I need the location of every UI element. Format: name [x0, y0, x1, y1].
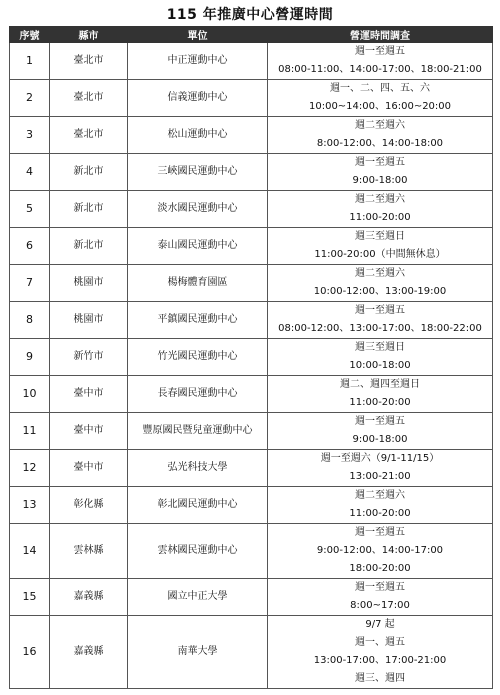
- table-row: [10, 413, 493, 450]
- row-unit: 雲林國民運動中心: [128, 524, 268, 579]
- row-city: 臺中市: [50, 376, 128, 413]
- table-row: [10, 80, 493, 117]
- row-number: 10: [10, 376, 50, 413]
- row-hours: [268, 413, 493, 450]
- hours-line: 週一至週五: [355, 527, 405, 538]
- table-row: [10, 43, 493, 80]
- header-hours: 營運時間調查: [268, 27, 493, 43]
- row-number: 11: [10, 413, 50, 450]
- row-city: 臺北市: [50, 117, 128, 154]
- row-hours: [268, 487, 493, 524]
- table-row: [10, 191, 493, 228]
- table-row: [10, 376, 493, 413]
- row-unit: 泰山國民運動中心: [128, 228, 268, 265]
- table-row: [10, 228, 493, 265]
- hours-line: 13:00-17:00、17:00-21:00: [313, 655, 447, 666]
- table-row: [10, 450, 493, 487]
- row-unit: 楊梅體育園區: [128, 265, 268, 302]
- row-unit: 竹光國民運動中心: [128, 339, 268, 376]
- table-row: [10, 487, 493, 524]
- row-city: 新北市: [50, 228, 128, 265]
- row-number: 3: [10, 117, 50, 154]
- hours-line: 週二至週六: [355, 268, 405, 279]
- hours-line: 08:00-11:00、14:00-17:00、18:00-21:00: [278, 64, 482, 75]
- row-city: 雲林縣: [50, 524, 128, 579]
- hours-line: 8:00-12:00、14:00-18:00: [316, 138, 444, 149]
- row-unit: 豐原國民暨兒童運動中心: [128, 413, 268, 450]
- row-city: 桃園市: [50, 302, 128, 339]
- hours-line: 週一至週五: [355, 305, 405, 316]
- row-hours: [268, 450, 493, 487]
- hours-line: 9/7 起: [365, 619, 395, 630]
- hours-line: 10:00-18:00: [349, 360, 411, 371]
- hours-line: 週一至週六（9/1-11/15）: [320, 453, 440, 464]
- row-hours: [268, 339, 493, 376]
- row-hours: [268, 191, 493, 228]
- row-number: 4: [10, 154, 50, 191]
- row-number: 16: [10, 616, 50, 689]
- row-number: 2: [10, 80, 50, 117]
- row-unit: 長春國民運動中心: [128, 376, 268, 413]
- hours-line: 週二至週六: [355, 120, 405, 131]
- row-number: 1: [10, 43, 50, 80]
- hours-line: 週二、週四至週日: [340, 379, 420, 390]
- row-hours: [268, 376, 493, 413]
- table-body: [10, 43, 493, 689]
- row-unit: 南華大學: [128, 616, 268, 689]
- table-row: [10, 616, 493, 689]
- header-no: 序號: [10, 27, 50, 43]
- table-row: [10, 339, 493, 376]
- row-hours: [268, 154, 493, 191]
- hours-line: 13:00-21:00: [349, 471, 411, 482]
- row-hours: [268, 228, 493, 265]
- row-number: 13: [10, 487, 50, 524]
- table-row: [10, 154, 493, 191]
- hours-line: 週三至週日: [355, 342, 405, 353]
- row-city: 彰化縣: [50, 487, 128, 524]
- header-unit: 單位: [128, 27, 268, 43]
- hours-line: 8:00~17:00: [350, 600, 410, 611]
- row-hours: [268, 302, 493, 339]
- row-unit: 松山運動中心: [128, 117, 268, 154]
- row-city: 臺中市: [50, 413, 128, 450]
- page-title: 115 年推廣中心營運時間: [166, 7, 334, 23]
- hours-line: 11:00-20:00: [349, 397, 411, 408]
- row-city: 臺北市: [50, 80, 128, 117]
- row-number: 15: [10, 579, 50, 616]
- row-unit: 國立中正大學: [128, 579, 268, 616]
- row-number: 14: [10, 524, 50, 579]
- row-number: 9: [10, 339, 50, 376]
- table-row: [10, 524, 493, 579]
- row-unit: 彰北國民運動中心: [128, 487, 268, 524]
- hours-line: 週二至週六: [355, 194, 405, 205]
- hours-line: 9:00-12:00、14:00-17:00: [316, 545, 444, 556]
- hours-line: 9:00-18:00: [352, 175, 408, 186]
- hours-line: 週三至週日: [355, 231, 405, 242]
- table-row: [10, 117, 493, 154]
- row-city: 嘉義縣: [50, 579, 128, 616]
- row-hours: [268, 80, 493, 117]
- row-number: 8: [10, 302, 50, 339]
- row-hours: [268, 43, 493, 80]
- table-header-row: [10, 27, 493, 43]
- row-unit: 三峽國民運動中心: [128, 154, 268, 191]
- row-city: 桃園市: [50, 265, 128, 302]
- hours-line: 週一至週五: [355, 157, 405, 168]
- hours-line: 18:00-20:00: [349, 563, 411, 574]
- row-unit: 平鎮國民運動中心: [128, 302, 268, 339]
- row-number: 7: [10, 265, 50, 302]
- row-hours: [268, 579, 493, 616]
- row-number: 6: [10, 228, 50, 265]
- hours-line: 週一、二、四、五、六: [330, 83, 430, 94]
- row-hours: [268, 117, 493, 154]
- hours-line: 9:00-18:00: [352, 434, 408, 445]
- hours-line: 週一、週五: [355, 637, 405, 648]
- row-number: 5: [10, 191, 50, 228]
- hours-line: 11:00-20:00: [349, 508, 411, 519]
- row-city: 新北市: [50, 191, 128, 228]
- row-unit: 信義運動中心: [128, 80, 268, 117]
- table-row: [10, 265, 493, 302]
- hours-line: 週一至週五: [355, 46, 405, 57]
- row-city: 新北市: [50, 154, 128, 191]
- hours-line: 11:00-20:00: [349, 212, 411, 223]
- hours-line: 週一至週五: [355, 416, 405, 427]
- hours-line: 週二至週六: [355, 490, 405, 501]
- row-city: 新竹市: [50, 339, 128, 376]
- row-city: 嘉義縣: [50, 616, 128, 689]
- row-unit: 弘光科技大學: [128, 450, 268, 487]
- row-hours: [268, 524, 493, 579]
- row-unit: 淡水國民運動中心: [128, 191, 268, 228]
- table-row: [10, 302, 493, 339]
- row-unit: 中正運動中心: [128, 43, 268, 80]
- header-city: 縣市: [50, 27, 128, 43]
- hours-line: 週一至週五: [355, 582, 405, 593]
- hours-line: 11:00-20:00（中間無休息）: [314, 249, 446, 260]
- table-row: [10, 579, 493, 616]
- hours-line: 週三、週四: [355, 673, 405, 684]
- hours-line: 10:00-12:00、13:00-19:00: [313, 286, 447, 297]
- hours-line: 08:00-12:00、13:00-17:00、18:00-22:00: [278, 323, 482, 334]
- hours-line: 10:00~14:00、16:00~20:00: [308, 101, 452, 112]
- row-number: 12: [10, 450, 50, 487]
- row-hours: [268, 265, 493, 302]
- schedule-table: [9, 26, 493, 689]
- row-city: 臺北市: [50, 43, 128, 80]
- row-city: 臺中市: [50, 450, 128, 487]
- row-hours: [268, 616, 493, 689]
